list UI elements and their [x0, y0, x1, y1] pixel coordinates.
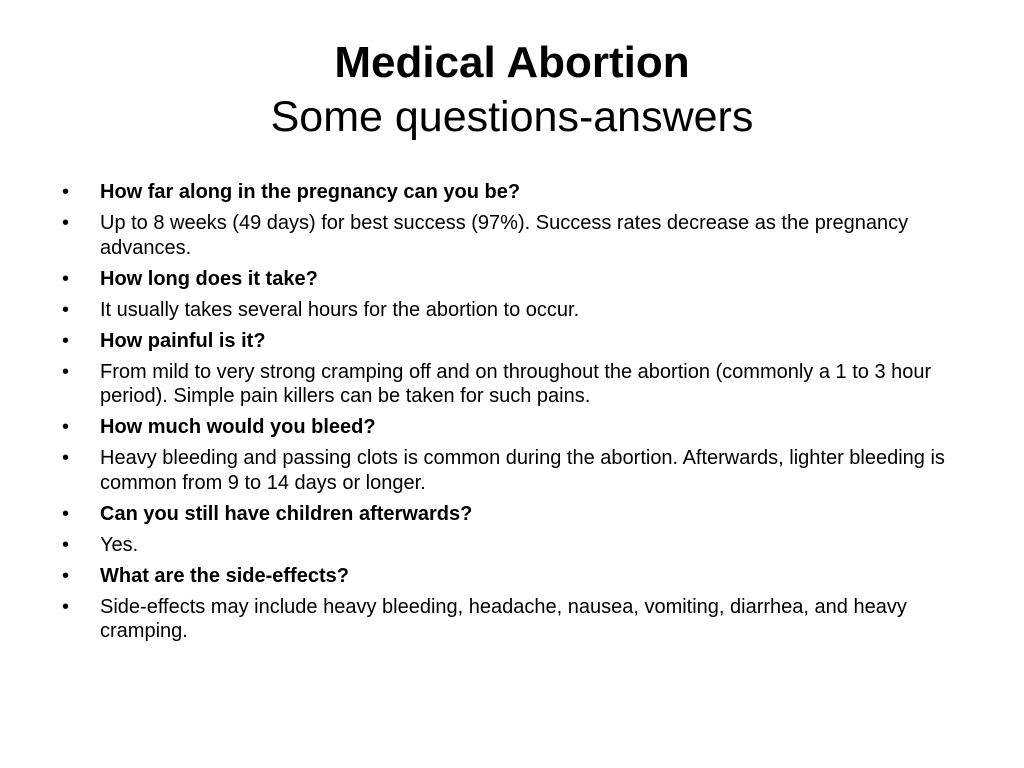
answer-text: Yes.: [100, 533, 139, 556]
list-item: [62, 533, 962, 558]
slide-title-block: [0, 36, 1024, 144]
bullet-icon: •: [62, 360, 70, 383]
list-item: [62, 211, 962, 260]
question-text: Can you still have children afterwards?: [100, 502, 473, 525]
question-text: How painful is it?: [100, 329, 266, 352]
bullet-icon: •: [62, 267, 70, 290]
bullet-icon: •: [62, 564, 70, 587]
bullet-icon: •: [62, 502, 70, 525]
list-item: [62, 298, 962, 323]
answer-text: Side-effects may include heavy bleeding, headache, nausea, vomiting, diarrhea, and heavy cramping.: [100, 595, 907, 642]
question-text: How much would you bleed?: [100, 416, 376, 438]
list-item: [62, 564, 962, 589]
list-item: [62, 267, 962, 292]
slide-subtitle: Some questions-answers: [270, 93, 754, 141]
bullet-icon: •: [62, 181, 70, 203]
answer-text: Heavy bleeding and passing clots is common during the abortion. Afterwards, lighter bleeding is common from 9 to 14 days or longer.: [100, 447, 945, 494]
list-item: [62, 502, 962, 527]
bullet-icon: •: [62, 329, 70, 352]
bullet-icon: •: [62, 533, 70, 556]
list-item: [62, 180, 962, 205]
bullet-icon: •: [62, 447, 70, 469]
list-item: [62, 360, 962, 409]
question-text: How far along in the pregnancy can you be?: [100, 181, 521, 203]
bullet-icon: •: [62, 416, 70, 438]
list-item: [62, 595, 962, 644]
bullet-icon: •: [62, 212, 70, 234]
answer-text: It usually takes several hours for the abortion to occur.: [100, 298, 580, 321]
question-text: What are the side-effects?: [100, 564, 349, 587]
question-text: How long does it take?: [100, 267, 318, 290]
answer-text: From mild to very strong cramping off and on throughout the abortion (commonly a 1 to 3 hour period). Simple pain killers can be taken for such pains.: [100, 360, 932, 407]
list-item: [62, 415, 962, 440]
slide-title: Medical Abortion: [334, 38, 690, 87]
bullet-list: [62, 180, 962, 650]
bullet-icon: •: [62, 595, 70, 618]
list-item: [62, 329, 962, 354]
bullet-icon: •: [62, 298, 70, 321]
list-item: [62, 446, 962, 495]
answer-text: Up to 8 weeks (49 days) for best success (97%). Success rates decrease as the pregnancy advances.: [100, 212, 909, 259]
